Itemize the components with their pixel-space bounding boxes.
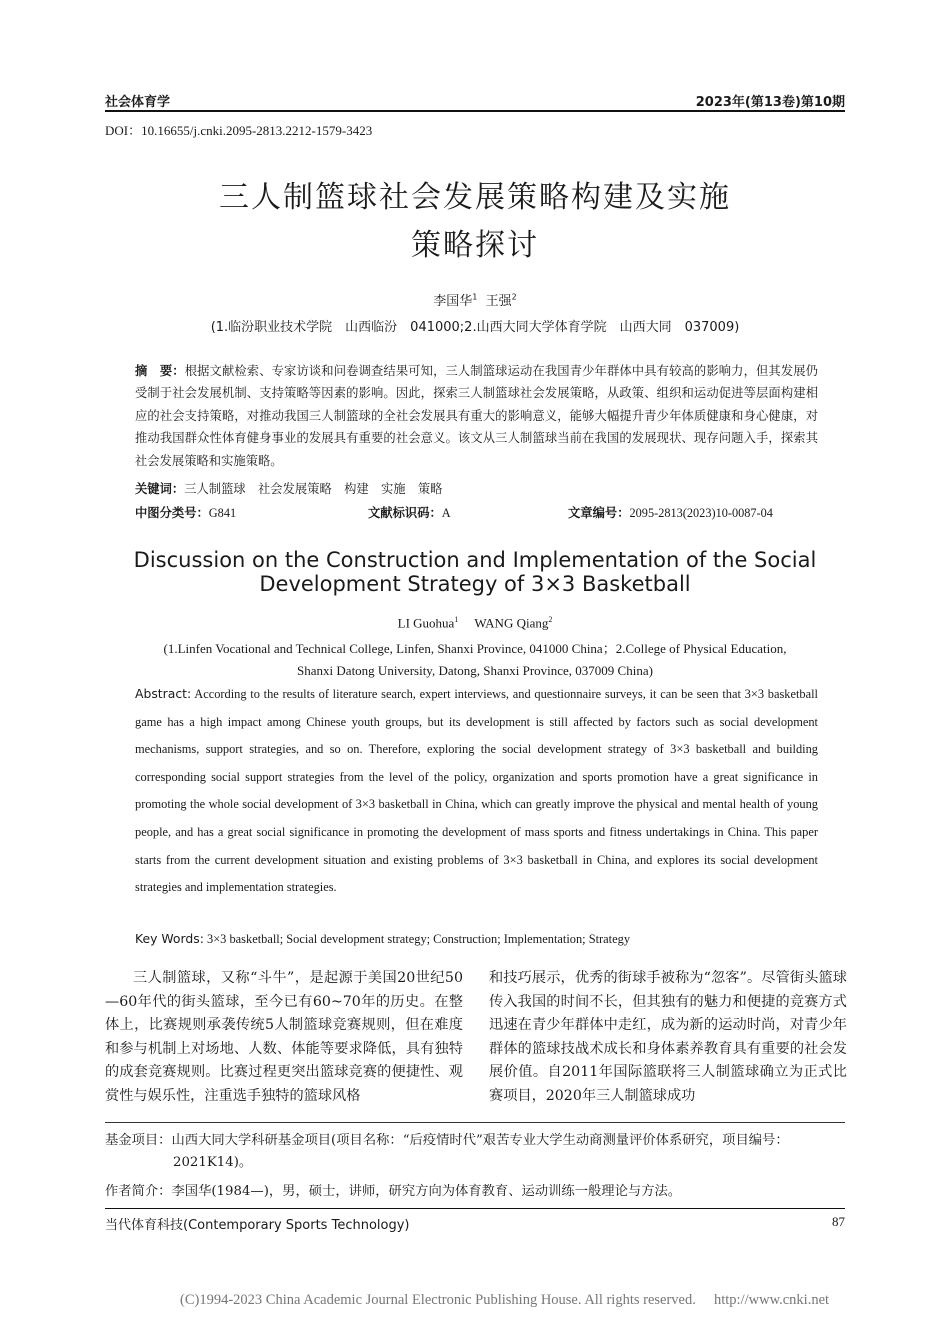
clc-value: G841	[208, 506, 237, 520]
abstract-cn	[135, 360, 818, 472]
title-en-line1: Discussion on the Construction and Implementation of the Social	[133, 548, 817, 572]
keywords-en	[135, 931, 630, 947]
document-code	[368, 503, 451, 521]
author-cn-1: 李国华	[433, 294, 473, 309]
author-en-1-sup: 1	[454, 615, 459, 624]
title-en	[105, 548, 845, 596]
author-en-2-sup: 2	[548, 615, 553, 624]
author-cn-2-sup: 2	[511, 292, 517, 302]
keywords-cn	[135, 479, 442, 497]
doc-code-value: A	[441, 506, 451, 520]
article-number	[568, 503, 773, 521]
keywords-en-text: 3×3 basketball; Social development strategy; Construction; Implementation; Strategy	[207, 932, 631, 946]
title-cn-line2: 策略探讨	[411, 228, 539, 263]
title-en-line2: Development Strategy of 3×3 Basketball	[259, 572, 691, 596]
abstract-en	[135, 680, 818, 902]
body-column-right: 和技巧展示，优秀的街球手被称为“忽客”。尽管街头篮球传入我国的时间不长，但其独有的魅力和便捷的竞赛方式迅速在青少年群体中走红，成为新的运动时尚，对青少年群体的篮球技战术成长和身体素养教育具有重要的社会发展价值。自2011年国际篮联将三人制篮球确立为正式比赛项目，2020年三人制篮球成功	[489, 970, 847, 1104]
article-number-label: 文章编号：	[568, 506, 630, 520]
body-column-left: 三人制篮球，又称“斗牛”，是起源于美国20世纪50—60年代的街头篮球，至今已有60~70年的历史。在整体上，比赛规则承袭传统5人制篮球竞赛规则，但在难度和参与机制上对场地、人数、体能等要求降低，具有独特的成套竞赛规则。比赛过程更突出篮球竞赛的便捷性、观赏性与娱乐性，注重选手独特的篮球风格	[105, 970, 463, 1104]
page-number: 87	[832, 1214, 845, 1229]
authors-cn	[105, 290, 845, 309]
abstract-en-text: According to the results of literature search, expert interviews, and questionnaire surveys, it can be seen that 3×3 basketball game has a high impact among Chinese youth groups, but its development is still affected by factors such as social development mechanisms, support strategies, and so on. Therefore, exploring the social development strategy of 3×3 basketball and building corresponding social support strategies from the level of the policy, organization and sports promotion have a great significance in promoting the whole social development of 3×3 basketball in China, which can greatly improve the physical and mental health of young people, and has a great social significance in promoting the development of mass sports and fitness undertakings in China. This paper starts from the current development situation and existing problems of 3×3 basketball in China, and explores its social development strategies and implementation strategies.	[135, 687, 818, 895]
affiliations-en-line2: Shanxi Datong University, Datong, Shanxi Province, 037009 China)	[297, 663, 653, 678]
author-cn-1-sup: 1	[472, 292, 478, 302]
keywords-cn-text: 三人制篮球 社会发展策略 构建 实施 策略	[184, 482, 443, 496]
clc-number	[135, 503, 236, 521]
author-bio: 作者简介：李国华(1984—)，男，硕士，讲师，研究方向为体育教育、运动训练一般理论与方法。	[105, 1184, 682, 1199]
fund-note	[105, 1130, 850, 1174]
article-number-value: 2095-2813(2023)10-0087-04	[629, 506, 773, 520]
footer-rule	[105, 1208, 845, 1209]
abstract-cn-label: 摘 要：	[135, 364, 185, 378]
author-cn-2: 王强	[485, 294, 512, 309]
clc-label: 中图分类号：	[135, 506, 209, 520]
doi: DOI：10.16655/j.cnki.2095-2813.2212-1579-3423	[105, 123, 373, 138]
running-header-issue: 2023年(第13卷)第10期	[695, 95, 845, 110]
running-header-journal: 社会体育学	[105, 95, 171, 110]
keywords-en-label: Key Words:	[135, 931, 204, 946]
affiliations-cn: (1.临汾职业技术学院 山西临汾 041000;2.山西大同大学体育学院 山西大同 037009)	[210, 320, 740, 335]
fund-note-line2: 2021K14)。	[173, 1155, 253, 1170]
doc-code-label: 文献标识码：	[368, 506, 442, 520]
fund-note-line1: 基金项目：山西大同大学科研基金项目(项目名称：“后疫情时代”艰苦专业大学生动商测量评价体系研究，项目编号：	[105, 1133, 789, 1148]
keywords-cn-label: 关键词：	[135, 482, 185, 496]
affiliations-en-line1: (1.Linfen Vocational and Technical College, Linfen, Shanxi Province, 041000 China；2.College of Physical Education,	[163, 641, 787, 656]
footer-journal: 当代体育科技(Contemporary Sports Technology)	[105, 1218, 410, 1233]
header-rule	[105, 110, 845, 112]
author-en-2: WANG Qiang	[474, 615, 549, 631]
authors-en	[105, 615, 845, 631]
affiliations-en	[105, 638, 845, 682]
author-en-1: LI Guohua	[397, 615, 455, 631]
abstract-cn-text: 根据文献检索、专家访谈和问卷调查结果可知，三人制篮球运动在我国青少年群体中具有较高的影响力，但其发展仍受制于社会发展机制、支持策略等因素的影响。因此，探索三人制篮球社会发展策略，从政策、组织和运动促进等层面构建相应的社会支持策略，对推动我国三人制篮球的全社会发展具有重大的影响意义，能够大幅提升青少年体质健康和身心健康，对推动我国群众性体育健身事业的发展具有重要的社会意义。该文从三人制篮球当前在我国的发展现状、现存问题入手，探索其社会发展策略和实施策略。	[135, 364, 818, 468]
footnote-rule	[105, 1122, 845, 1123]
abstract-en-label: Abstract:	[135, 686, 192, 701]
title-cn-line1: 三人制篮球社会发展策略构建及实施	[219, 180, 731, 215]
copyright-notice: (C)1994-2023 China Academic Journal Electronic Publishing House. All rights reserved. http://www.cnki.net	[180, 1292, 830, 1308]
